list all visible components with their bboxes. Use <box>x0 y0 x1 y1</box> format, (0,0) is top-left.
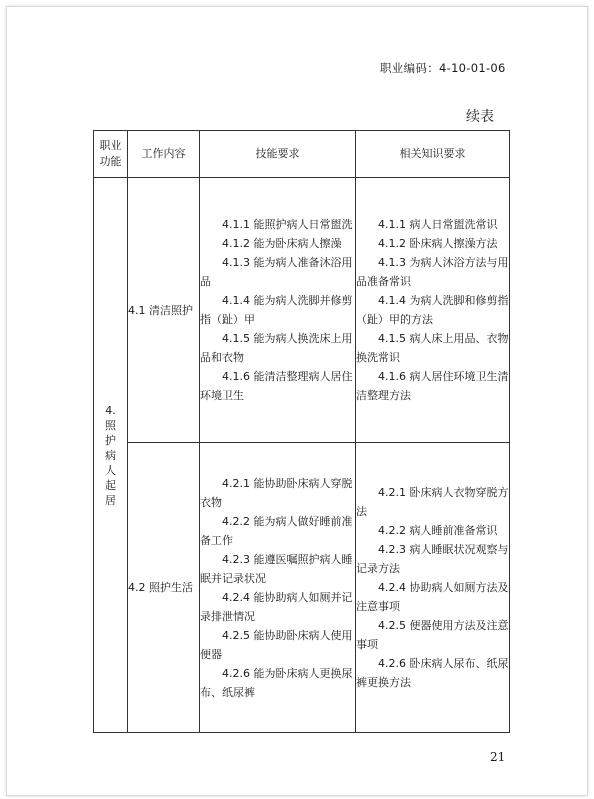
skill-item: 4.1.4 能为病人洗脚并修剪指（趾）甲 <box>200 294 353 326</box>
knowledge-item: 4.1.4 为病人洗脚和修剪指（趾）甲的方法 <box>356 294 509 326</box>
skill-item: 4.1.6 能清洁整理病人居住环境卫生 <box>200 370 353 402</box>
table-header-row <box>94 131 510 178</box>
header-skill: 技能要求 <box>200 131 356 178</box>
skill-item: 4.1.5 能为病人换洗床上用品和衣物 <box>200 332 353 364</box>
skill-item: 4.2.6 能为卧床病人更换尿布、纸尿裤 <box>200 666 353 699</box>
knowledge-item: 4.2.2 病人睡前准备常识 <box>378 524 498 537</box>
skill-item: 4.1.1 能照护病人日常盥洗 <box>222 218 353 231</box>
func-cell <box>94 178 128 733</box>
knowledge-item: 4.1.2 卧床病人擦澡方法 <box>378 237 498 250</box>
header-work: 工作内容 <box>128 131 200 178</box>
knowledge-item: 4.1.3 为病人沐浴方法与用品准备常识 <box>356 256 509 288</box>
header-knowledge: 相关知识要求 <box>356 131 510 178</box>
occupation-code: 职业编码：4-10-01-06 <box>380 61 506 75</box>
skill-item: 4.2.5 能协助卧床病人使用便器 <box>200 628 353 661</box>
knowledge-item: 4.2.5 便器使用方法及注意事项 <box>356 619 509 651</box>
skill-item: 4.2.4 能协助病人如厕并记录排泄情况 <box>200 590 353 623</box>
skill-cell <box>200 443 356 733</box>
skill-item: 4.2.2 能为病人做好睡前准备工作 <box>200 514 353 547</box>
skill-item: 4.1.3 能为病人准备沐浴用品 <box>200 256 353 288</box>
knowledge-item: 4.1.1 病人日常盥洗常识 <box>378 218 498 231</box>
work-cell: 4.1 清洁照护 <box>128 178 200 443</box>
table-row <box>94 178 510 443</box>
knowledge-item: 4.2.6 卧床病人尿布、纸尿裤更换方法 <box>356 657 509 689</box>
skill-item: 4.1.2 能为卧床病人擦澡 <box>222 237 342 250</box>
skills-table <box>93 130 510 733</box>
knowledge-cell <box>356 178 510 443</box>
skill-item: 4.2.3 能遵医嘱照护病人睡眠并记录状况 <box>200 552 353 585</box>
skill-item: 4.2.1 能协助卧床病人穿脱衣物 <box>200 476 353 509</box>
knowledge-cell <box>356 443 510 733</box>
header-func: 职业功能 <box>94 131 128 178</box>
work-cell: 4.2 照护生活 <box>128 443 200 733</box>
skill-cell <box>200 178 356 443</box>
knowledge-item: 4.2.1 卧床病人衣物穿脱方法 <box>356 486 509 518</box>
knowledge-item: 4.1.6 病人居住环境卫生清洁整理方法 <box>356 370 509 402</box>
knowledge-item: 4.2.3 病人睡眠状况观察与记录方法 <box>356 543 509 575</box>
func-label: 4.照护病人起居 <box>105 403 116 507</box>
page-number: 21 <box>490 750 506 764</box>
continued-label: 续表 <box>466 109 494 125</box>
knowledge-item: 4.1.5 病人床上用品、衣物换洗常识 <box>356 332 509 364</box>
table-row <box>94 443 510 733</box>
knowledge-item: 4.2.4 协助病人如厕方法及注意事项 <box>356 581 509 613</box>
